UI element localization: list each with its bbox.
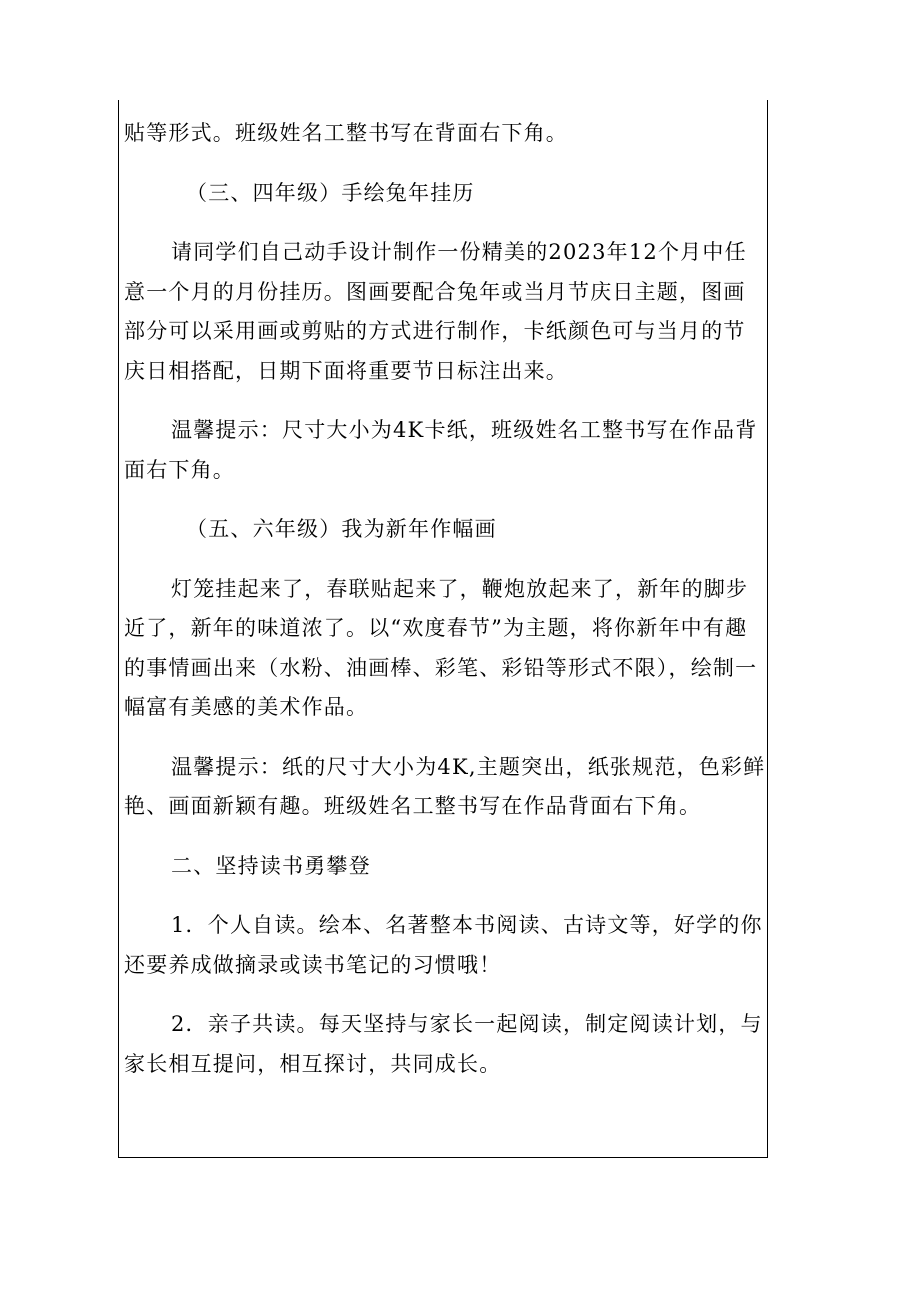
section-heading-grade-3-4: （三、四年级）手绘兔年挂历 xyxy=(186,180,475,205)
paragraph-painting-task: 灯笼挂起来了，春联贴起来了，鞭炮放起来了，新年的脚步近了，新年的味道浓了。以“欢度春节”为主题，将你新年中有趣的事情画出来（水粉、油画棒、彩笔、彩铅等形式不限），绘制一幅富有美感的美术作品。 xyxy=(124,576,758,719)
paragraph-family-reading: 2．亲子共读。每天坚持与家长一起阅读，制定阅读计划，与家长相互提问，相互探讨，共同成长。 xyxy=(124,1012,763,1076)
paragraph-painting-tip: 温馨提示：纸的尺寸大小为4K,主题突出，纸张规范，色彩鲜艳、画面新颖有趣。班级姓名工整书写在作品背面右下角。 xyxy=(124,754,766,818)
section-heading-grade-5-6: （五、六年级）我为新年作幅画 xyxy=(186,517,497,541)
document-table-cell xyxy=(118,100,768,1158)
paragraph-calendar-task: 请同学们自己动手设计制作一份精美的2023年12个月中任意一个月的月份挂历。图画要配合兔年或当月节庆日主题，图画部分可以采用画或剪贴的方式进行制作，卡纸颜色可与当月的节庆日相搭配，日期下面将重要节日标注出来。 xyxy=(124,240,747,383)
paragraph-self-reading: 1．个人自读。绘本、名著整本书阅读、古诗文等，好学的你还要养成做摘录或读书笔记的习惯哦！ xyxy=(124,913,763,977)
document-body xyxy=(124,114,766,1084)
paragraph-continuation: 贴等形式。班级姓名工整书写在背面右下角。 xyxy=(124,121,568,145)
paragraph-calendar-tip: 温馨提示：尺寸大小为4K卡纸，班级姓名工整书写在作品背面右下角。 xyxy=(124,418,758,482)
section-heading-reading: 二、坚持读书勇攀登 xyxy=(171,853,371,878)
